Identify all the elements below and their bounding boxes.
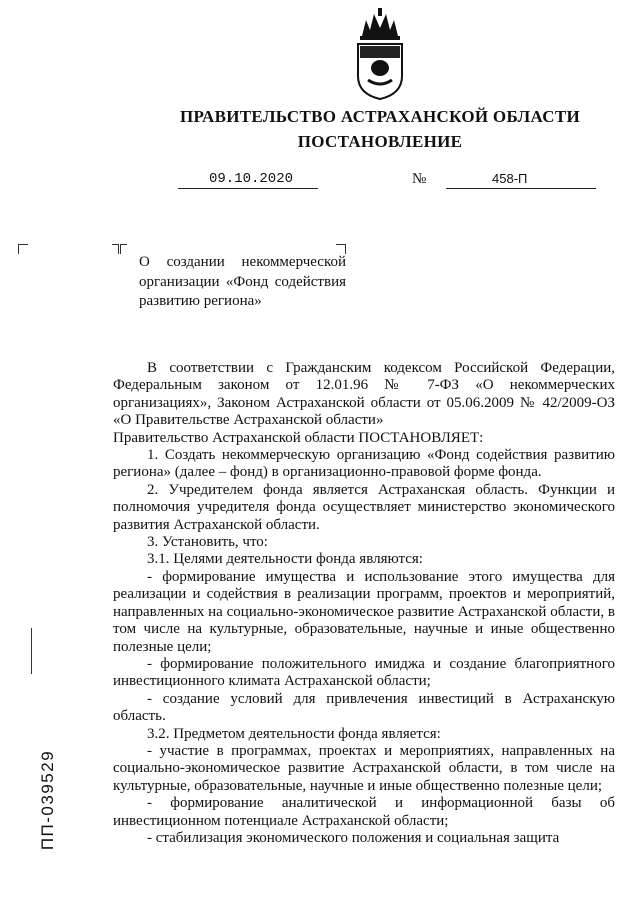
paragraph: - формирование положительного имиджа и создание благоприятного инвестиционного климата Астраханской области; — [113, 655, 615, 690]
government-title: ПРАВИТЕЛЬСТВО АСТРАХАНСКОЙ ОБЛАСТИ — [180, 107, 580, 126]
document-body — [113, 360, 615, 847]
document-number: 458-П — [446, 171, 596, 189]
paragraph: - участие в программах, проектах и мероприятиях, направленных на социально-экономическое развитие Астраханской области, в том числе на культурные, образовательные, научные и иные общественно полезные цели; — [113, 742, 615, 794]
paragraph: 3. Установить, что: — [147, 534, 268, 551]
paragraph: - стабилизация экономического положения и социальная защита — [147, 829, 560, 846]
margin-line — [31, 628, 32, 674]
corner-mark — [18, 244, 28, 254]
paragraph: 1. Создать некоммерческую организацию «Фонд содействия развитию региона» (далее – фонд) в организационно-правовой форме фонда. — [113, 447, 615, 481]
paragraph: Правительство Астраханской области ПОСТАНОВЛЯЕТ: — [113, 429, 484, 446]
document-subject: О создании некоммерческой организации «Фонд содействия развитию региона» — [139, 254, 346, 309]
corner-mark — [120, 244, 127, 254]
paragraph: - формирование аналитической и информационной базы об инвестиционном потенциале Астраханской области; — [113, 795, 615, 829]
paragraph: 3.2. Предметом деятельности фонда является: — [147, 725, 441, 742]
paragraph: В соответствии с Гражданским кодексом Российской Федерации, Федеральным законом от 12.01.96 № 7-ФЗ «О некоммерческих организациях», Законом Астраханской области от 05.06.2009 № 42/2009-ОЗ «О Правительстве Астраханской области» — [113, 360, 615, 429]
side-serial — [33, 700, 63, 900]
document-type: ПОСТАНОВЛЕНИЕ — [297, 132, 463, 151]
serial-number: ПП-039529 — [38, 749, 57, 851]
document-date: 09.10.2020 — [178, 171, 318, 189]
number-label: № — [412, 171, 427, 187]
paragraph: - создание условий для привлечения инвестиций в Астраханскую область. — [113, 690, 615, 725]
paragraph: 2. Учредителем фонда является Астраханская область. Функции и полномочия учредителя фонда осуществляет министерство экономического развития Астраханской области. — [113, 481, 615, 533]
corner-mark — [112, 244, 119, 254]
coat-of-arms-emblem — [350, 6, 410, 101]
paragraph: 3.1. Целями деятельности фонда являются: — [147, 551, 423, 568]
paragraph: - формирование имущества и использование этого имущества для реализации и содействия в реализации программ, проектов и мероприятий, направленных на социально-экономическое развитие Астраханской области, в том числе на культурные, образовательные, научные и иные общественно полезные цели; — [113, 568, 615, 655]
